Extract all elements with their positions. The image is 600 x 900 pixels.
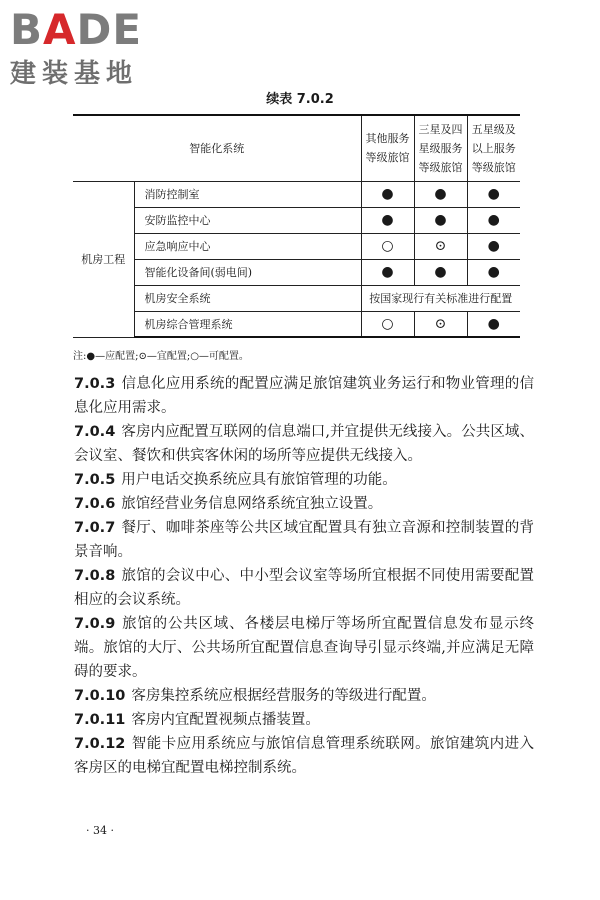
clause-paragraph <box>74 372 534 420</box>
clause-text: 餐厅、咖啡茶座等公共区域宜配置具有独立音源和控制装置的背景音响。 <box>74 520 534 560</box>
row-item: 应急响应中心 <box>134 233 361 259</box>
clause-text: 客房内应配置互联网的信息端口,并宜提供无线接入。公共区域、会议室、餐饮和供宾客休闲的场所等应提供无线接入。 <box>74 424 534 464</box>
cell-col3: ● <box>467 181 520 207</box>
clause-text: 信息化应用系统的配置应满足旅馆建筑业务运行和物业管理的信息化应用需求。 <box>74 376 534 416</box>
cell-col1: ● <box>361 207 414 233</box>
spec-table <box>73 114 520 338</box>
header-col3: 五星级及以上服务等级旅馆 <box>467 115 520 181</box>
clause-text: 旅馆经营业务信息网络系统宜独立设置。 <box>121 496 383 512</box>
page-number: · 34 · <box>86 824 114 837</box>
clause-text: 用户电话交换系统应具有旅馆管理的功能。 <box>121 472 397 488</box>
cell-span-note: 按国家现行有关标准进行配置 <box>361 285 520 311</box>
table-row <box>73 259 520 285</box>
clause-text: 客房内宜配置视频点播装置。 <box>131 712 320 728</box>
logo <box>10 5 143 90</box>
clause-number: 7.0.10 <box>74 688 126 704</box>
clause-number: 7.0.11 <box>74 712 126 728</box>
cell-col2: ● <box>414 259 467 285</box>
clause-paragraph <box>74 732 534 780</box>
clause-number: 7.0.6 <box>74 496 116 512</box>
clause-paragraph <box>74 564 534 612</box>
header-col2: 三星及四星级服务等级旅馆 <box>414 115 467 181</box>
cell-col3: ● <box>467 233 520 259</box>
cell-col1: ○ <box>361 233 414 259</box>
clause-number: 7.0.4 <box>74 424 116 440</box>
row-item: 机房安全系统 <box>134 285 361 311</box>
cell-col1: ● <box>361 181 414 207</box>
logo-chinese: 建装基地 <box>10 59 139 89</box>
clause-number: 7.0.5 <box>74 472 116 488</box>
clause-text: 智能卡应用系统应与旅馆信息管理系统联网。旅馆建筑内进入客房区的电梯宜配置电梯控制系统。 <box>74 736 534 776</box>
clause-paragraph <box>74 708 534 732</box>
cell-col2: ● <box>414 181 467 207</box>
table-row <box>73 207 520 233</box>
row-item: 消防控制室 <box>134 181 361 207</box>
table-row <box>73 233 520 259</box>
clause-paragraph <box>74 492 534 516</box>
cell-col1: ○ <box>361 311 414 337</box>
clause-number: 7.0.7 <box>74 520 116 536</box>
cell-col2: ● <box>414 207 467 233</box>
table-row <box>73 285 520 311</box>
body-text <box>74 372 534 780</box>
clause-number: 7.0.12 <box>74 736 126 752</box>
cell-col3: ● <box>467 311 520 337</box>
table-title: 续表 7.0.2 <box>266 92 334 107</box>
row-item: 智能化设备间(弱电间) <box>134 259 361 285</box>
row-item: 机房综合管理系统 <box>134 311 361 337</box>
clause-text: 旅馆的公共区域、各楼层电梯厅等场所宜配置信息发布显示终端。旅馆的大厅、公共场所宜配置信息查询导引显示终端,并应满足无障碍的要求。 <box>74 616 534 680</box>
table-row <box>73 311 520 337</box>
category-cell: 机房工程 <box>73 181 134 337</box>
clause-paragraph <box>74 684 534 708</box>
cell-col1: ● <box>361 259 414 285</box>
header-col1: 其他服务等级旅馆 <box>361 115 414 181</box>
table-footnote: 注:●—应配置;⊙—宜配置;○—可配置。 <box>73 351 249 362</box>
cell-col2: ⊙ <box>414 311 467 337</box>
cell-col2: ⊙ <box>414 233 467 259</box>
row-item: 安防监控中心 <box>134 207 361 233</box>
clause-number: 7.0.3 <box>74 376 116 392</box>
clause-number: 7.0.9 <box>74 616 116 632</box>
clause-paragraph <box>74 468 534 492</box>
clause-text: 旅馆的会议中心、中小型会议室等场所宜根据不同使用需要配置相应的会议系统。 <box>74 568 534 608</box>
table-row <box>73 181 520 207</box>
header-system: 智能化系统 <box>73 115 361 181</box>
logo-english: BADE <box>10 5 143 54</box>
table-header-row <box>73 115 520 181</box>
clause-paragraph <box>74 516 534 564</box>
clause-paragraph <box>74 612 534 684</box>
cell-col3: ● <box>467 259 520 285</box>
clause-number: 7.0.8 <box>74 568 116 584</box>
clause-text: 客房集控系统应根据经营服务的等级进行配置。 <box>131 688 436 704</box>
cell-col3: ● <box>467 207 520 233</box>
clause-paragraph <box>74 420 534 468</box>
